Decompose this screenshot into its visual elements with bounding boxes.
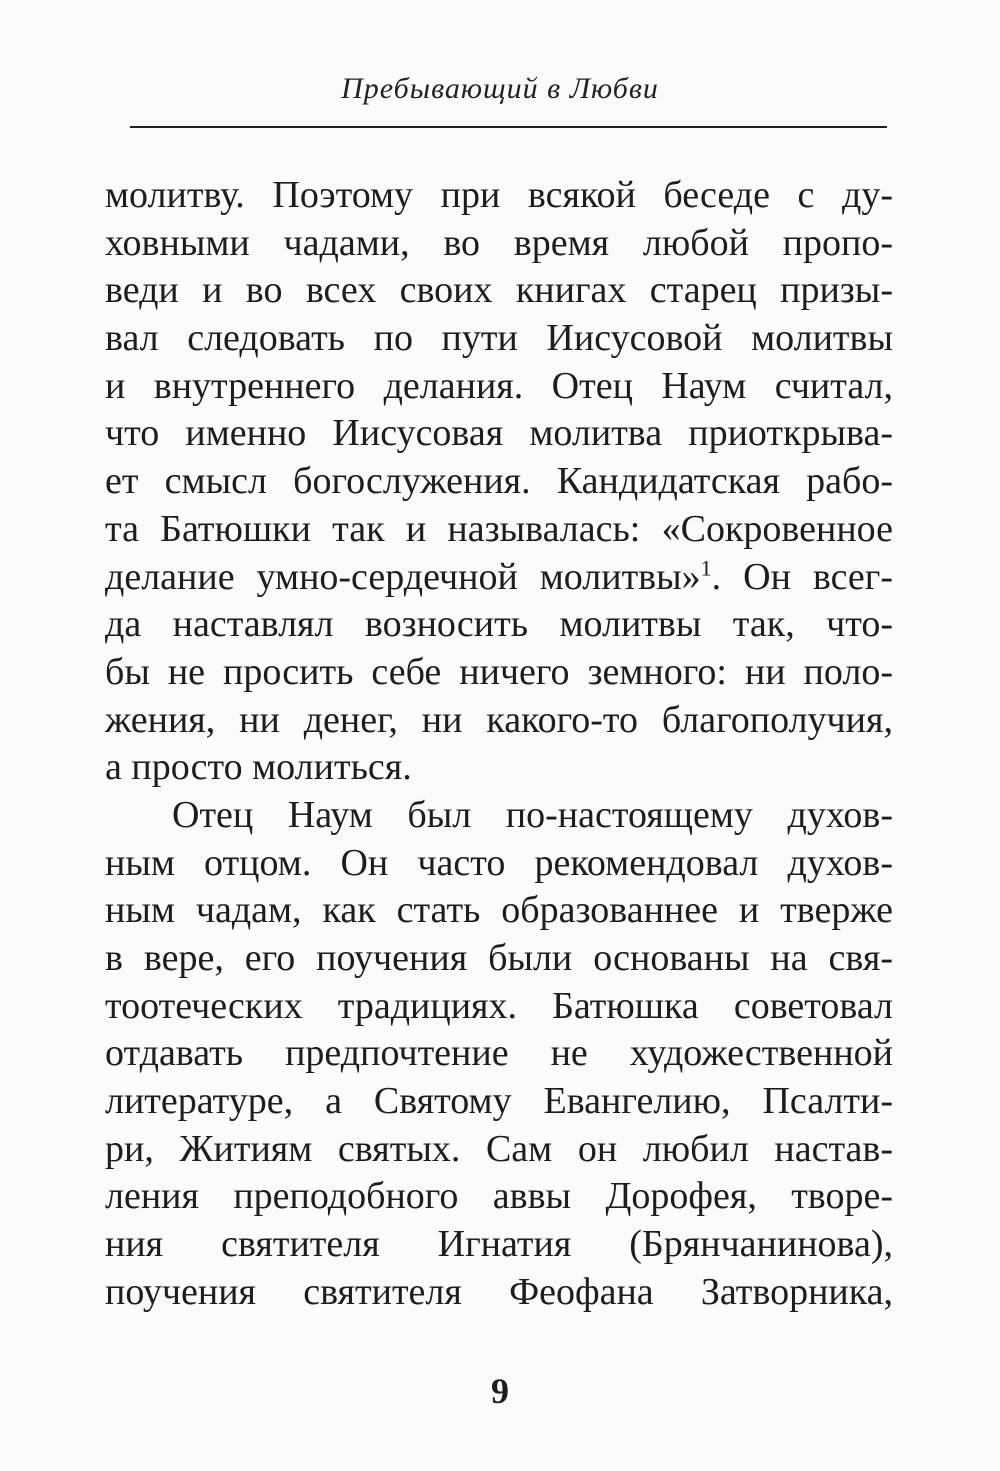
- text-segment: делание умно-сердечной молитвы»: [105, 555, 701, 598]
- text-line: жения, ни денег, ни какого-то благополучия,: [105, 698, 893, 741]
- text-line: что именно Иисусовая молитва приоткрыва-: [105, 412, 893, 455]
- text-line: бы не просить себе ничего земного: ни поло-: [105, 650, 893, 693]
- footnote-marker[interactable]: 1: [700, 554, 712, 580]
- text-line: литературе, а Святому Евангелию, Псалти-: [105, 1080, 893, 1123]
- running-title: Пребывающий в Любви: [341, 72, 659, 105]
- text-line: Отец Наум был по-настоящему духов-: [172, 793, 893, 836]
- text-line: ния святителя Игнатия (Брянчанинова),: [105, 1223, 893, 1266]
- text-line: и внутреннего делания. Отец Наум считал,: [105, 364, 893, 407]
- text-line: ет смысл богослужения. Кандидатская рабо-: [105, 460, 893, 503]
- text-line: ховными чадами, во время любой пропо-: [105, 221, 893, 264]
- text-line: веди и во всех своих книгах старец призы-: [105, 269, 893, 312]
- body-text: [105, 172, 893, 1317]
- text-line-with-footnote: [105, 554, 893, 602]
- text-line: да наставлял возносить молитвы так, что-: [105, 603, 893, 646]
- header-rule: [130, 126, 887, 128]
- text-line: ным отцом. Он часто рекомендовал духов-: [105, 841, 893, 884]
- text-segment: . Он всег-: [711, 555, 894, 598]
- text-line: та Батюшки так и называлась: «Сокровенное: [105, 507, 893, 550]
- text-line: ри, Житиям святых. Сам он любил настав-: [105, 1127, 893, 1170]
- text-line: а просто молиться.: [105, 746, 412, 789]
- text-line: молитву. Поэтому при всякой беседе с ду-: [105, 174, 893, 216]
- text-line: в вере, его поучения были основаны на свя-: [105, 937, 893, 979]
- text-line: отдавать предпочтение не художественной: [105, 1032, 893, 1075]
- text-line: поучения святителя Феофана Затворника,: [105, 1270, 893, 1313]
- text-line: тоотеческих традициях. Батюшка советовал: [105, 984, 893, 1027]
- text-line: вал следовать по пути Иисусовой молитвы: [105, 317, 893, 360]
- text-line: ным чадам, как стать образованнее и тверже: [105, 889, 893, 932]
- text-line: ления преподобного аввы Дорофея, творе-: [105, 1175, 893, 1218]
- page-number: 9: [491, 1371, 509, 1411]
